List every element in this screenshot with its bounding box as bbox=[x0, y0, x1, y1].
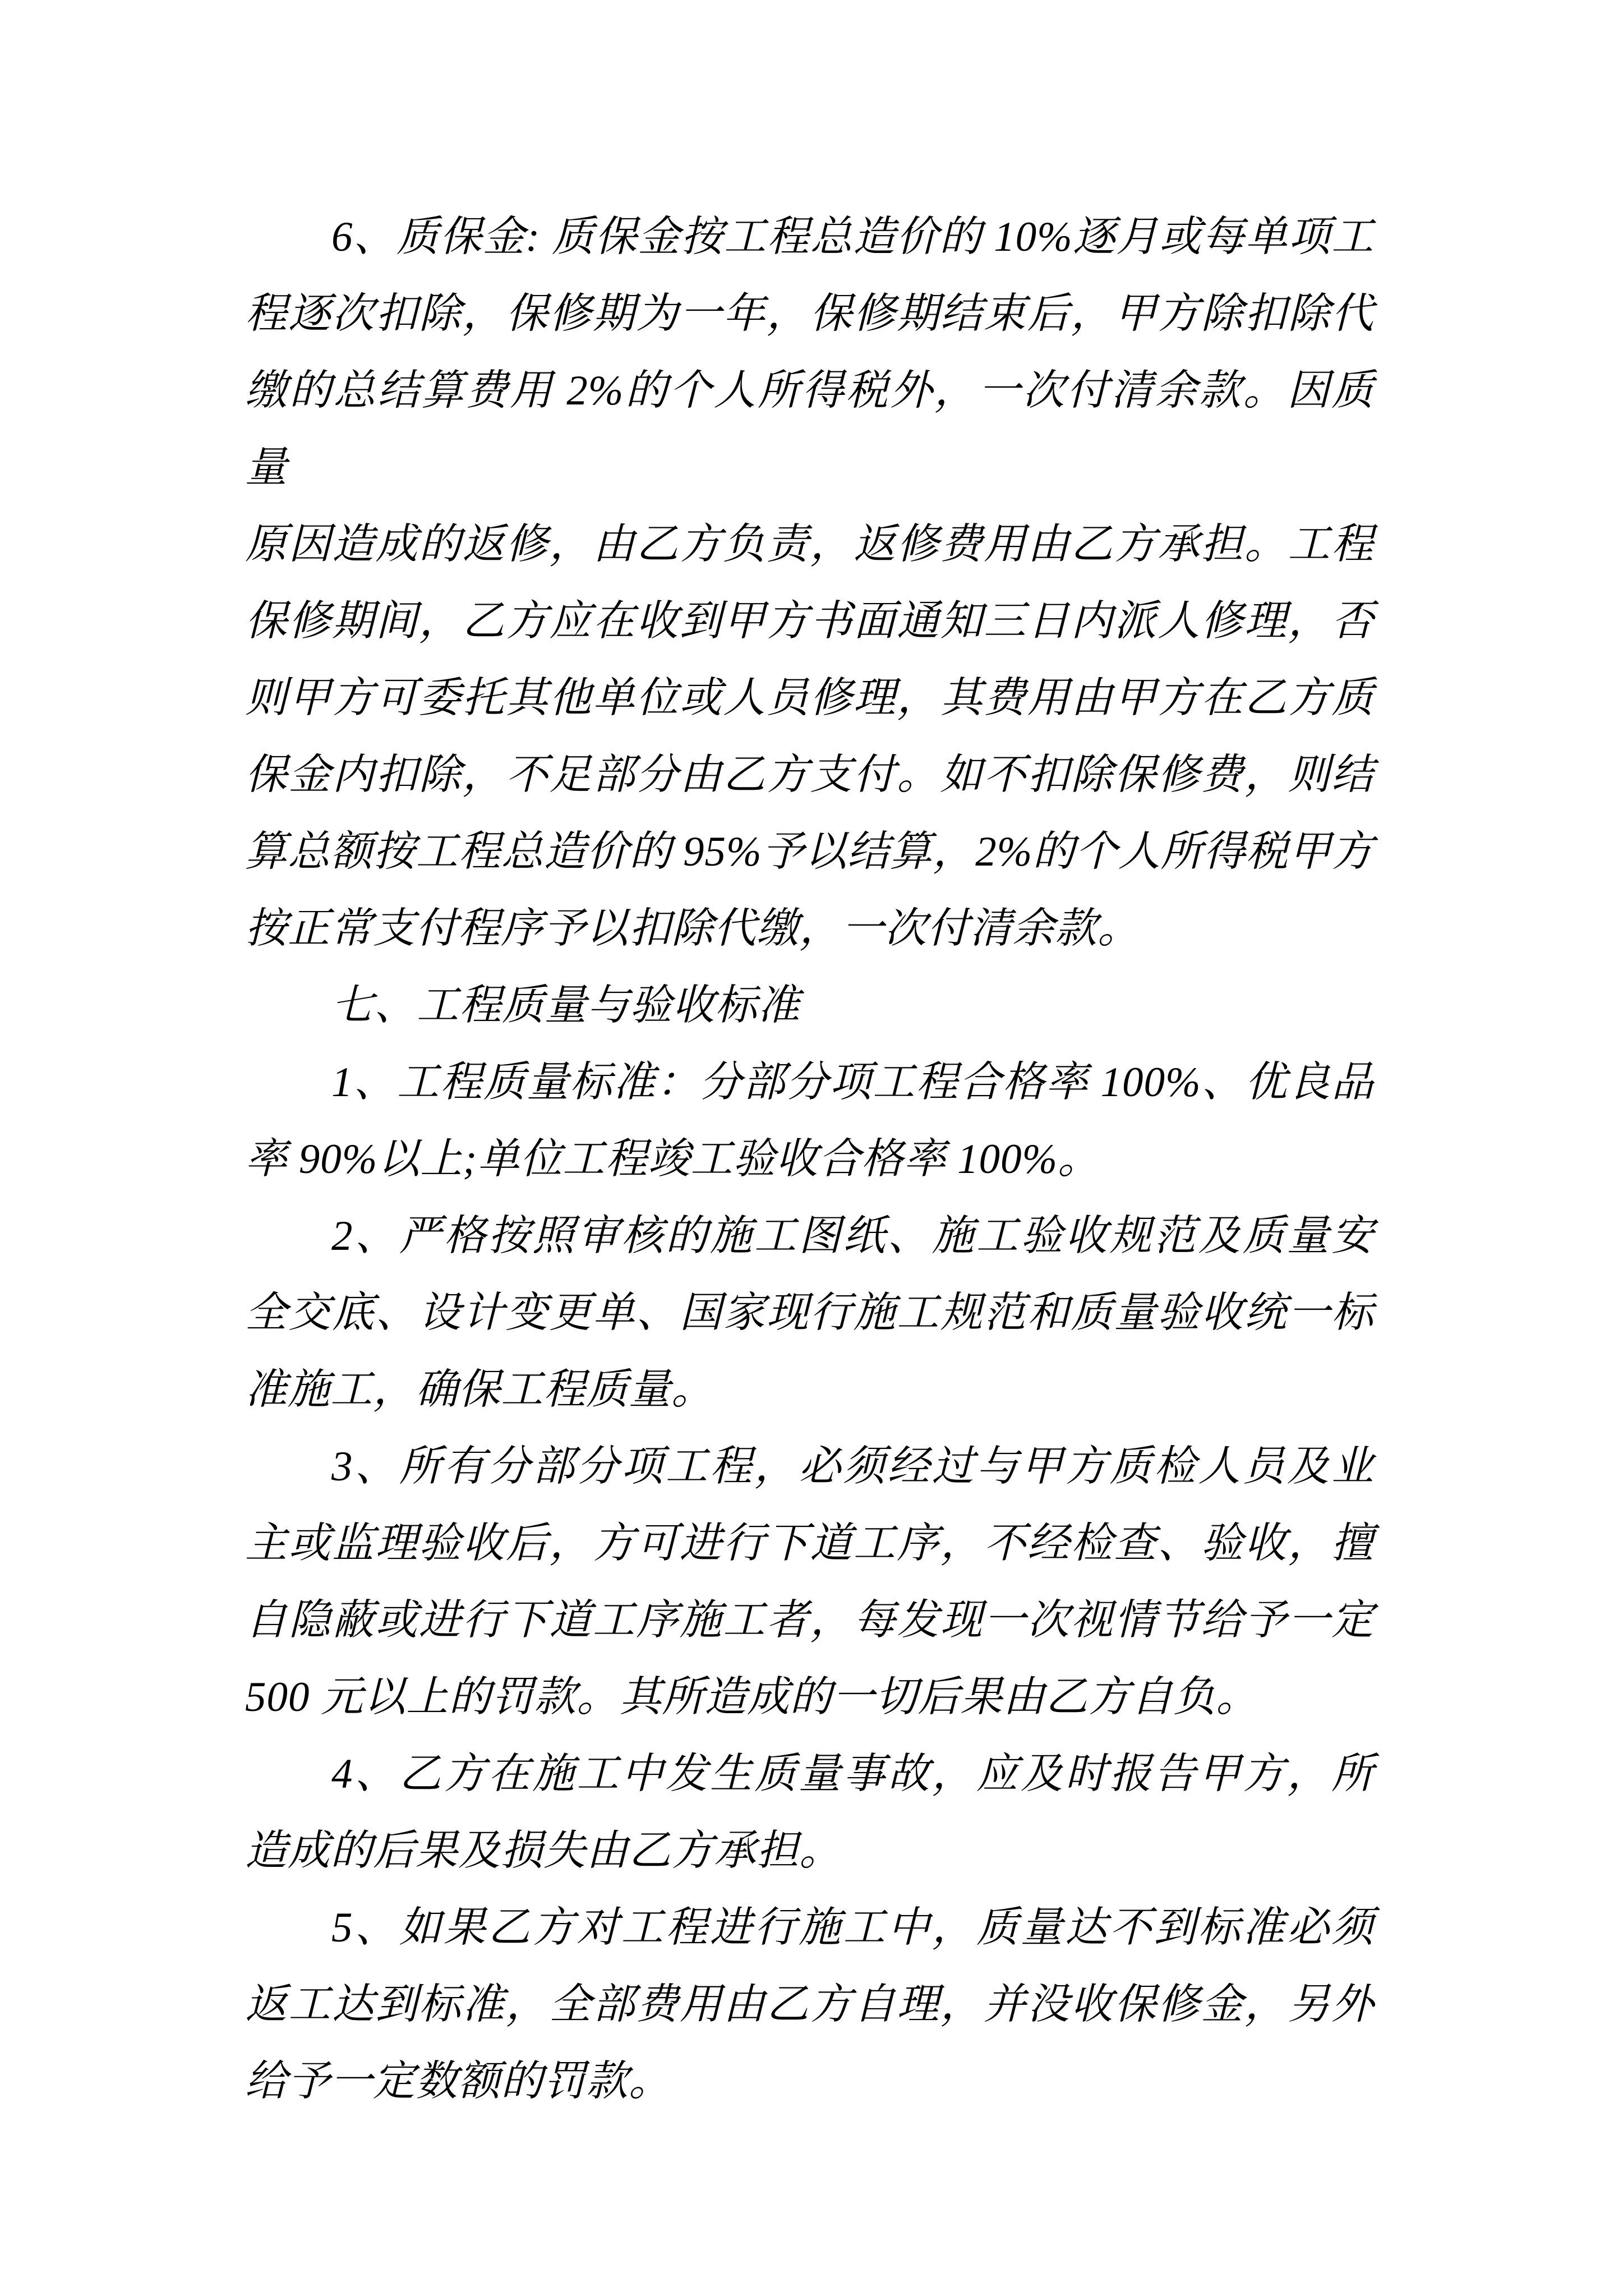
text-line: 500 元以上的罚款。其所造成的一切后果由乙方自负。 bbox=[245, 1674, 1259, 1720]
text-line: 1、工程质量标准：分部分项工程合格率 100%、优良品 bbox=[331, 1059, 1374, 1106]
text-line: 造成的后果及损失由乙方承担。 bbox=[245, 1828, 842, 1874]
text-line: 5、如果乙方对工程进行施工中，质量达不到标准必须 bbox=[331, 1904, 1374, 1951]
text-line: 主或监理验收后，方可进行下道工序，不经检查、验收，擅 bbox=[245, 1520, 1374, 1567]
text-line: 保金内扣除，不足部分由乙方支付。如不扣除保修费，则结 bbox=[245, 752, 1374, 798]
text-line: 返工达到标准，全部费用由乙方自理，并没收保修金，另外 bbox=[245, 1981, 1374, 2028]
text-line: 4、乙方在施工中发生质量事故，应及时报告甲方，所 bbox=[331, 1751, 1374, 1797]
text-line: 率 90%以上;单位工程竣工验收合格率 100%。 bbox=[245, 1136, 1100, 1182]
text-line: 6、质保金: 质保金按工程总造价的 10%逐月或每单项工 bbox=[331, 214, 1374, 260]
text-line: 则甲方可委托其他单位或人员修理，其费用由甲方在乙方质 bbox=[245, 675, 1374, 721]
text-line: 缴的总结算费用 2%的个人所得税外，一次付清余款。因质量 bbox=[245, 367, 1374, 491]
section-heading-line: 七、工程质量与验收标准 bbox=[331, 982, 801, 1029]
text-line: 保修期间，乙方应在收到甲方书面通知三日内派人修理，否 bbox=[245, 598, 1374, 645]
text-line: 3、所有分部分项工程，必须经过与甲方质检人员及业 bbox=[331, 1443, 1374, 1490]
text-line: 程逐次扣除，保修期为一年，保修期结束后，甲方除扣除代 bbox=[245, 291, 1374, 337]
text-line: 原因造成的返修，由乙方负责，返修费用由乙方承担。工程 bbox=[245, 521, 1374, 568]
text-line: 准施工，确保工程质量。 bbox=[245, 1366, 714, 1413]
contract-text-block bbox=[245, 199, 1374, 2120]
text-line: 算总额按工程总造价的 95%予以结算，2%的个人所得税甲方 bbox=[245, 829, 1374, 875]
text-line: 自隐蔽或进行下道工序施工者，每发现一次视情节给予一定 bbox=[245, 1597, 1374, 1644]
text-line: 按正常支付程序予以扣除代缴，一次付清余款。 bbox=[245, 905, 1141, 952]
text-line: 全交底、设计变更单、国家现行施工规范和质量验收统一标 bbox=[245, 1290, 1374, 1336]
text-line: 2、严格按照审核的施工图纸、施工验收规范及质量安 bbox=[331, 1213, 1374, 1259]
text-line: 给予一定数额的罚款。 bbox=[245, 2058, 672, 2105]
